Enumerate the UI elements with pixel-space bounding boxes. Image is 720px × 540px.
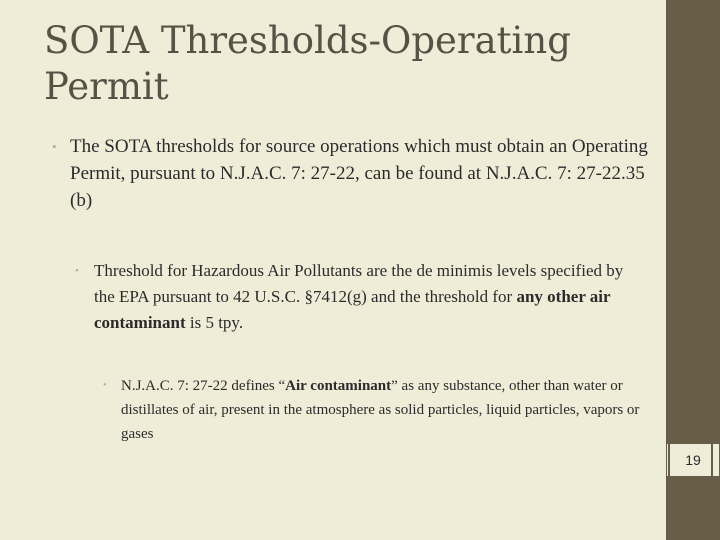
bullet-text-part: N.J.A.C. 7: 27-22 defines “ bbox=[121, 378, 286, 394]
bullet-marker: • bbox=[103, 380, 107, 391]
bullet-text bbox=[121, 374, 643, 446]
bullet-text-part: ” as any substance, other than water or distillates of air, present in the atmosphere as solid particles, liquid particles, vapors or gases bbox=[121, 378, 640, 442]
page-number-bracket-right bbox=[704, 441, 713, 483]
bullet-text-bold: any other air contaminant bbox=[94, 287, 611, 332]
bullet-text: The SOTA thresholds for source operations which must obtain an Operating Permit, pursuant to N.J.A.C. 7: 27-22, can be found at N.J.A.C. 7: 27-22.35 (b) bbox=[70, 136, 648, 211]
page-number: 19 bbox=[667, 444, 719, 476]
bullet-text-part: is 5 tpy. bbox=[185, 313, 244, 332]
bullet-text-bold: Air contaminant bbox=[285, 378, 392, 394]
slide-title: SOTA Thresholds-Operating Permit bbox=[44, 19, 571, 108]
bullet-marker: • bbox=[52, 139, 57, 154]
page-number-bracket-left bbox=[668, 441, 677, 483]
bullet-marker: • bbox=[75, 265, 79, 277]
bullet-level-3 bbox=[103, 374, 643, 446]
bullet-text bbox=[94, 258, 645, 336]
bullet-level-2 bbox=[75, 258, 645, 336]
bullet-level-1 bbox=[52, 133, 652, 214]
bullet-text-part: Threshold for Hazardous Air Pollutants are the de minimis levels specified by the EPA pursuant to 42 U.S.C. §7412(g) and the threshold for bbox=[94, 261, 624, 306]
